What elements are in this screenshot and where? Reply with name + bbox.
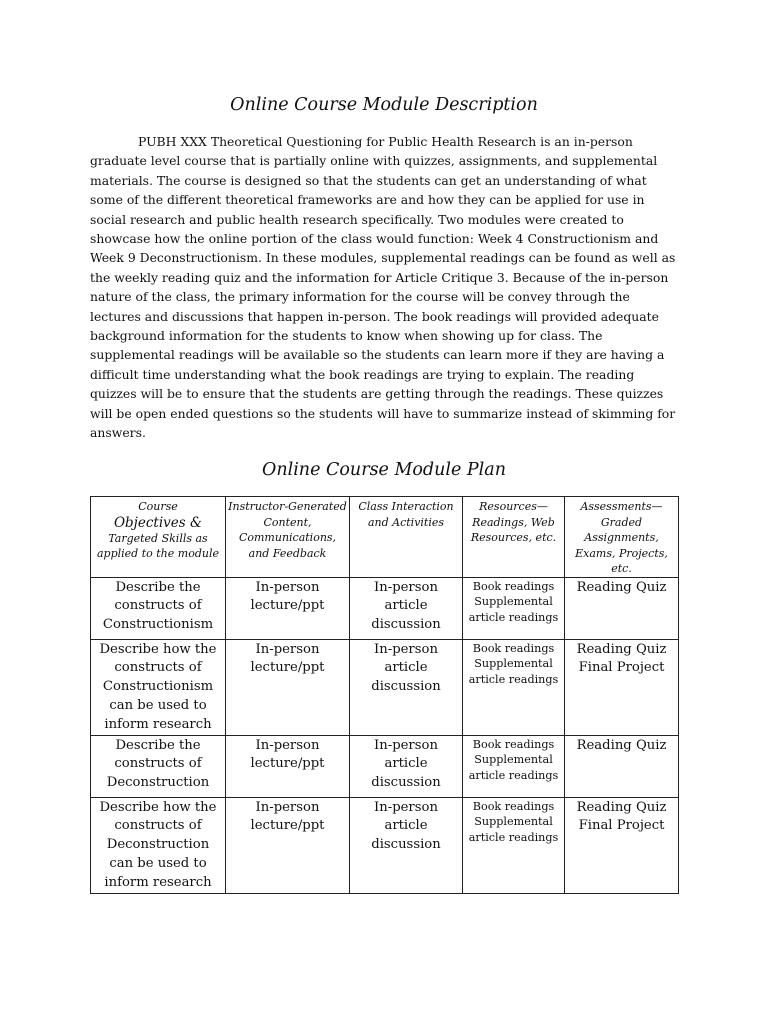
module-plan-title: Online Course Module Plan bbox=[262, 460, 506, 480]
objective-cell: Describe how the constructs of Deconstruction can be used to inform research bbox=[91, 797, 226, 893]
table-header-row bbox=[91, 497, 679, 578]
module-plan-table bbox=[90, 496, 679, 894]
table-row bbox=[91, 639, 679, 735]
assessment-primary: Reading Quiz bbox=[576, 737, 667, 753]
paragraph-text: PUBH XXX Theoretical Questioning for Public Health Research is an in-person graduate level course that is partially online with quizzes, assignments, and supplemental materials. The course is designed so that the students can get an understanding of what some of the different theoretical frameworks are and how they can be applied for use in social research and public health research specifically. Two modules were created to showcase how the online portion of the class would function: Week 4 Constructionism and Week 9 Deconstructionism. In these modules, supplemental readings can be found as well as the weekly reading quiz and the information for Article Critique 3. Because of the in-person nature of the class, the primary information for the course will be convey through the lectures and discussions that happen in-person. The book readings will provided adequate background information for the students to know when showing up for class. The supplemental readings will be available so the students can learn more if they are having a difficult time understanding what the book readings are trying to explain. The reading quizzes will be to ensure that the students are getting through the readings. These quizzes will be open ended questions so the students will have to summarize instead of skimming for answers. bbox=[90, 134, 676, 441]
header-objectives-line2: Objectives & bbox=[113, 514, 203, 531]
table-row bbox=[91, 735, 679, 797]
resources-cell bbox=[463, 735, 565, 797]
header-objectives-line3: Targeted Skills as applied to the module bbox=[97, 531, 219, 560]
resource-book: Book readings bbox=[472, 579, 555, 593]
module-description-paragraph bbox=[90, 132, 676, 443]
resources-cell bbox=[463, 577, 565, 639]
assessment-primary: Reading Quiz bbox=[576, 641, 667, 657]
content-cell: In-person lecture/ppt bbox=[226, 797, 350, 893]
header-instructor-content: Instructor-Generated Content, Communications, and Feedback bbox=[226, 497, 350, 578]
module-description-title: Online Course Module Description bbox=[230, 95, 538, 115]
interaction-cell: In-person article discussion bbox=[350, 577, 463, 639]
resource-supplemental: Supplemental article readings bbox=[468, 595, 559, 624]
resource-supplemental: Supplemental article readings bbox=[468, 657, 559, 686]
assessment-primary: Reading Quiz bbox=[576, 799, 667, 815]
assessment-cell bbox=[565, 577, 679, 639]
header-class-interaction: Class Interaction and Activities bbox=[350, 497, 463, 578]
content-cell: In-person lecture/ppt bbox=[226, 735, 350, 797]
interaction-cell: In-person article discussion bbox=[350, 735, 463, 797]
objective-cell: Describe how the constructs of Constructionism can be used to inform research bbox=[91, 639, 226, 735]
assessment-cell bbox=[565, 797, 679, 893]
assessment-secondary: Final Project bbox=[578, 818, 665, 834]
table-row bbox=[91, 577, 679, 639]
interaction-cell: In-person article discussion bbox=[350, 639, 463, 735]
resource-supplemental: Supplemental article readings bbox=[468, 753, 559, 782]
objective-cell: Describe the constructs of Constructionism bbox=[91, 577, 226, 639]
assessment-cell bbox=[565, 639, 679, 735]
assessment-secondary: Final Project bbox=[578, 660, 665, 676]
resource-book: Book readings bbox=[472, 641, 555, 655]
resources-cell bbox=[463, 639, 565, 735]
table-row bbox=[91, 797, 679, 893]
interaction-cell: In-person article discussion bbox=[350, 797, 463, 893]
header-resources: Resources—Readings, Web Resources, etc. bbox=[463, 497, 565, 578]
assessment-primary: Reading Quiz bbox=[576, 579, 667, 595]
objective-cell: Describe the constructs of Deconstruction bbox=[91, 735, 226, 797]
assessment-cell bbox=[565, 735, 679, 797]
resources-cell bbox=[463, 797, 565, 893]
resource-book: Book readings bbox=[472, 737, 555, 751]
header-objectives-line1: Course bbox=[138, 500, 178, 513]
header-assessments: Assessments—Graded Assignments, Exams, Projects, etc. bbox=[565, 497, 679, 578]
content-cell: In-person lecture/ppt bbox=[226, 639, 350, 735]
content-cell: In-person lecture/ppt bbox=[226, 577, 350, 639]
resource-supplemental: Supplemental article readings bbox=[468, 815, 559, 844]
resource-book: Book readings bbox=[472, 799, 555, 813]
header-objectives bbox=[91, 497, 226, 578]
